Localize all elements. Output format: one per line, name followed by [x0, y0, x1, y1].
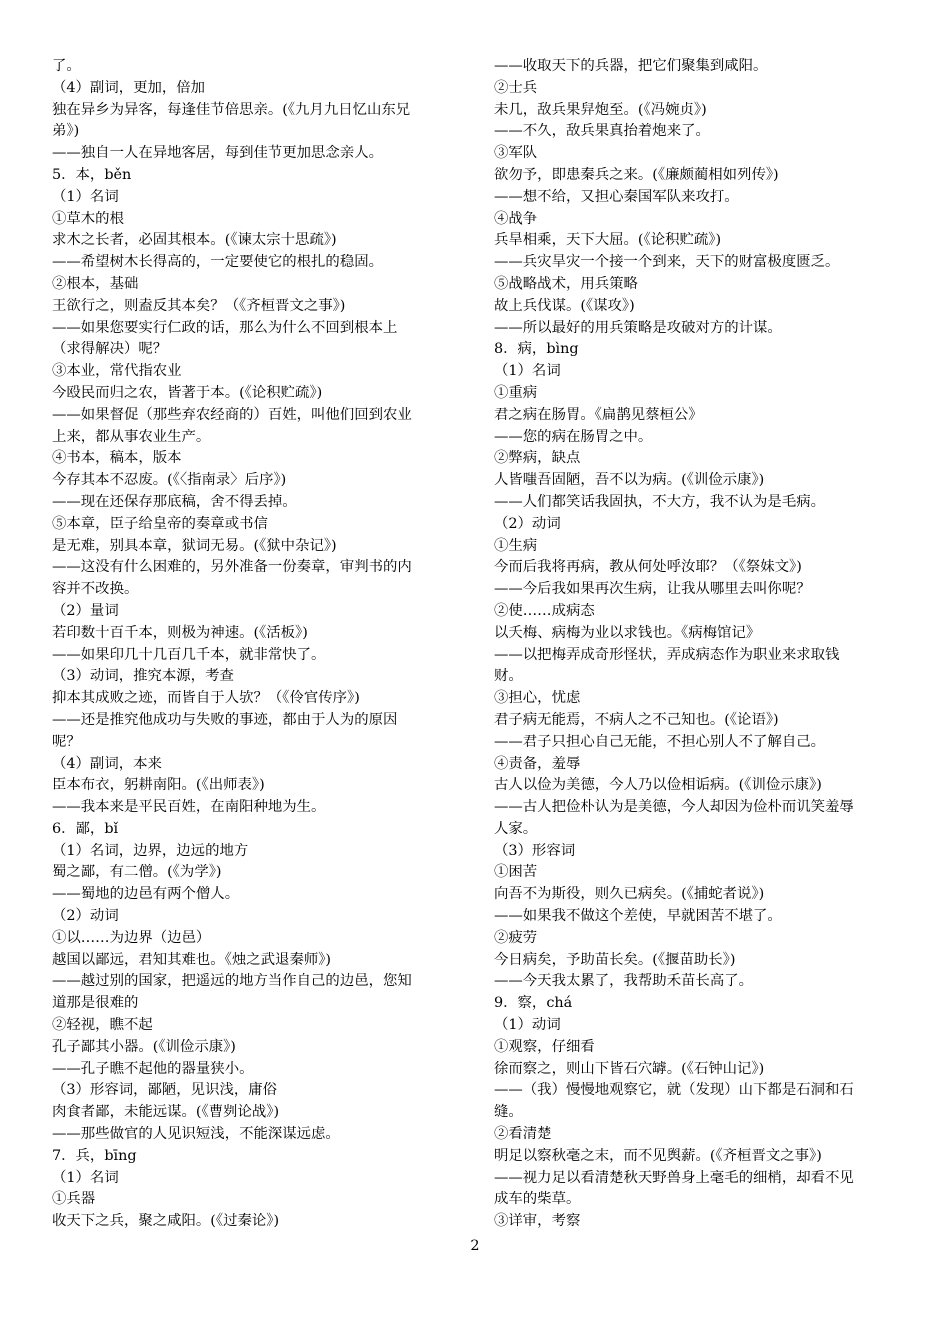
text-line: （1）名词	[52, 1169, 119, 1186]
text-line: （3）动词，推究本源，考查	[52, 668, 234, 685]
text-line: 以夭梅、病梅为业以求钱也。《病梅馆记》	[494, 624, 761, 641]
text-line: 向吾不为斯役，则久已病矣。(《捕蛇者说》)	[494, 886, 765, 903]
text-line: ②根本，基础	[52, 275, 139, 292]
text-line: （1）动词	[494, 1017, 561, 1034]
text-line: 蜀之鄙，有二僧。(《为学》)	[52, 864, 222, 881]
text-line: ②士兵	[494, 79, 538, 96]
text-line: ——今天我太累了，我帮助禾苗长高了。	[494, 973, 754, 990]
text-line: ——越过别的国家，把遥远的地方当作自己的边邑，您知	[52, 973, 412, 990]
text-line: ——希望树木长得高的，一定要使它的根扎的稳固。	[52, 254, 383, 271]
text-line: 7．兵，bīng	[52, 1147, 137, 1164]
text-line: ④责备，羞辱	[494, 755, 581, 772]
text-line: （1）名词	[494, 363, 561, 380]
text-line: 5．本，běn	[52, 166, 132, 183]
text-line: 呢？	[52, 733, 81, 750]
text-line: ①重病	[494, 384, 538, 401]
text-line: ③担心，忧虑	[494, 690, 581, 707]
text-line: 容并不改换。	[52, 581, 139, 598]
text-line: ①观察，仔细看	[494, 1038, 595, 1055]
text-line: ——兵灾旱灾一个接一个到来，天下的财富极度匮乏。	[494, 254, 840, 271]
text-line: ②看清楚	[494, 1126, 552, 1143]
text-line: 若印数十百千本，则极为神速。(《活板》)	[52, 624, 308, 641]
text-line: ——还是推究他成功与失败的事迹，都由于人为的原因	[52, 711, 398, 728]
text-line: 故上兵伐谋。(《谋攻》)	[494, 297, 635, 314]
text-line: （求得解决）呢？	[52, 341, 168, 358]
text-line: ——蜀地的边邑有两个僧人。	[52, 886, 240, 903]
text-line: ①困苦	[494, 864, 538, 881]
text-line: ③军队	[494, 145, 538, 162]
text-line: ①草木的根	[52, 210, 124, 227]
text-line: ——收取天下的兵器，把它们聚集到咸阳。	[494, 58, 768, 74]
text-line: ——视力足以看清楚秋天野兽身上毫毛的细梢，却看不见	[494, 1169, 854, 1186]
text-line: （1）名词	[52, 188, 119, 205]
text-line: ——孔子瞧不起他的器量狭小。	[52, 1060, 254, 1077]
text-line: （4）副词，本来	[52, 755, 162, 772]
text-line: （1）名词，边界，边远的地方	[52, 842, 249, 859]
text-line: ④战争	[494, 210, 538, 227]
text-line: （2）动词	[52, 908, 119, 925]
text-line: ⑤战略战术，用兵策略	[494, 275, 638, 292]
text-line: 今存其本不忍废。(《〈指南录〉后序》)	[52, 472, 287, 489]
text-line: 欲勿予，即患秦兵之来。(《廉颇蔺相如列传》)	[494, 166, 779, 183]
text-line: ④书本，稿本，版本	[52, 450, 182, 467]
text-line: 越国以鄙远，君知其难也。《烛之武退秦师》)	[52, 951, 332, 968]
text-line: 上来，都从事农业生产。	[52, 428, 211, 445]
text-line: ——那些做官的人见识短浅，不能深谋远虑。	[52, 1126, 340, 1143]
text-line: 君之病在肠胃。《扁鹊见蔡桓公》	[494, 406, 703, 423]
text-line: 成车的柴草。	[494, 1191, 581, 1208]
text-line: ①生病	[494, 537, 538, 554]
text-line: 今日病矣，予助苗长矣。(《揠苗助长》)	[494, 951, 736, 968]
text-line: 9．察，chá	[494, 995, 573, 1012]
text-line: ①兵器	[52, 1191, 96, 1208]
text-line: 财。	[494, 668, 523, 685]
text-line: 今殴民而归之农，皆著于本。(《论积贮疏》)	[52, 384, 323, 401]
text-line: ①以……为边界（边邑）	[52, 929, 211, 946]
text-line: 是无难，别具本章，狱词无易。(《狱中杂记》)	[52, 537, 337, 554]
text-line: 君子病无能焉，不病人之不己知也。(《论语》)	[494, 711, 779, 728]
text-line: （3）形容词，鄙陋，见识浅，庸俗	[52, 1082, 278, 1099]
text-line: ——如果印几十几百几千本，就非常快了。	[52, 646, 326, 663]
text-line: ——君子只担心自己无能，不担心别人不了解自己。	[494, 733, 825, 750]
text-line: 未几，敌兵果舁炮至。(《冯婉贞》)	[494, 101, 707, 118]
text-line: 古人以俭为美德，今人乃以俭相诟病。(《训俭示康》)	[494, 777, 822, 794]
text-line: ——所以最好的用兵策略是攻破对方的计谋。	[494, 319, 782, 336]
text-line: 今而后我将再病，教从何处呼汝耶？（《祭妹文》)	[494, 559, 802, 576]
text-line: ——您的病在肠胃之中。	[494, 428, 653, 445]
text-line: 徐而察之，则山下皆石穴罅。(《石钟山记》)	[494, 1060, 765, 1077]
text-line: 孔子鄙其小器。(《训俭示康》)	[52, 1038, 236, 1055]
text-line: 弟》)	[52, 123, 80, 140]
text-line: ②使……成病态	[494, 602, 595, 619]
left-column	[52, 56, 464, 1233]
text-line: 独在异乡为异客，每逢佳节倍思亲。(《九月九日忆山东兄	[52, 101, 411, 118]
text-line: ——这没有什么困难的，另外准备一份奏章，审判书的内	[52, 559, 412, 576]
text-line: ——（我）慢慢地观察它，就（发现）山下都是石洞和石	[494, 1082, 854, 1099]
page-number: 2	[470, 1238, 480, 1254]
text-line: ——如果我不做这个差使，早就困苦不堪了。	[494, 908, 782, 925]
text-line: 兵旱相乘，天下大屈。(《论积贮疏》)	[494, 232, 722, 249]
text-line: （3）形容词	[494, 842, 576, 859]
text-line: 缝。	[494, 1104, 523, 1121]
text-line: ②疲劳	[494, 929, 538, 946]
text-line: （2）量词	[52, 602, 119, 619]
text-line: ——想不给，又担心秦国军队来攻打。	[494, 188, 739, 205]
text-line: 收天下之兵，聚之咸阳。(《过秦论》)	[52, 1213, 280, 1230]
text-line: ——如果您要实行仁政的话，那么为什么不回到根本上	[52, 319, 398, 336]
text-line: 求木之长者，必固其根本。(《谏太宗十思疏》)	[52, 232, 337, 249]
text-line: ——今后我如果再次生病，让我从哪里去叫你呢？	[494, 581, 811, 598]
text-line: ③详审，考察	[494, 1213, 581, 1230]
text-line: （4）副词，更加，倍加	[52, 79, 206, 96]
text-line: 8．病，bìng	[494, 341, 579, 358]
text-line: 人家。	[494, 820, 538, 837]
text-line: ②轻视，瞧不起	[52, 1017, 153, 1034]
text-line: 了。	[52, 58, 81, 74]
text-line: 王欲行之，则盍反其本矣？（《齐桓晋文之事》)	[52, 297, 346, 314]
text-line: ⑤本章，臣子给皇帝的奏章或书信	[52, 515, 268, 532]
text-line: ③本业，常代指农业	[52, 363, 182, 380]
text-line: 明足以察秋毫之末，而不见舆薪。(《齐桓晋文之事》)	[494, 1147, 822, 1164]
text-line: 抑本其成败之迹，而皆自于人欤？（《伶官传序》)	[52, 690, 360, 707]
text-line: ——独自一人在异地客居，每到佳节更加思念亲人。	[52, 145, 383, 162]
text-line: ——我本来是平民百姓，在南阳种地为生。	[52, 799, 326, 816]
text-line: 道那是很难的	[52, 995, 139, 1012]
text-line: ②弊病，缺点	[494, 450, 581, 467]
text-line: 人皆嗤吾固陋，吾不以为病。(《训俭示康》)	[494, 472, 765, 489]
right-column	[494, 56, 906, 1233]
text-line: ——如果督促（那些弃农经商的）百姓，叫他们回到农业	[52, 406, 412, 423]
text-line: ——人们都笑话我固执，不大方，我不认为是毛病。	[494, 493, 825, 510]
text-line: 臣本布衣，躬耕南阳。(《出师表》)	[52, 777, 265, 794]
text-line: ——古人把俭朴认为是美德，今人却因为俭朴而讥笑羞辱	[494, 799, 854, 816]
text-line: ——不久，敌兵果真抬着炮来了。	[494, 123, 710, 140]
text-line: （2）动词	[494, 515, 561, 532]
text-line: ——现在还保存那底稿，舍不得丢掉。	[52, 493, 297, 510]
text-line: 6．鄙，bǐ	[52, 820, 119, 837]
text-line: 肉食者鄙，未能远谋。(《曹刿论战》)	[52, 1104, 280, 1121]
text-line: ——以把梅弄成奇形怪状，弄成病态作为职业来求取钱	[494, 646, 840, 663]
